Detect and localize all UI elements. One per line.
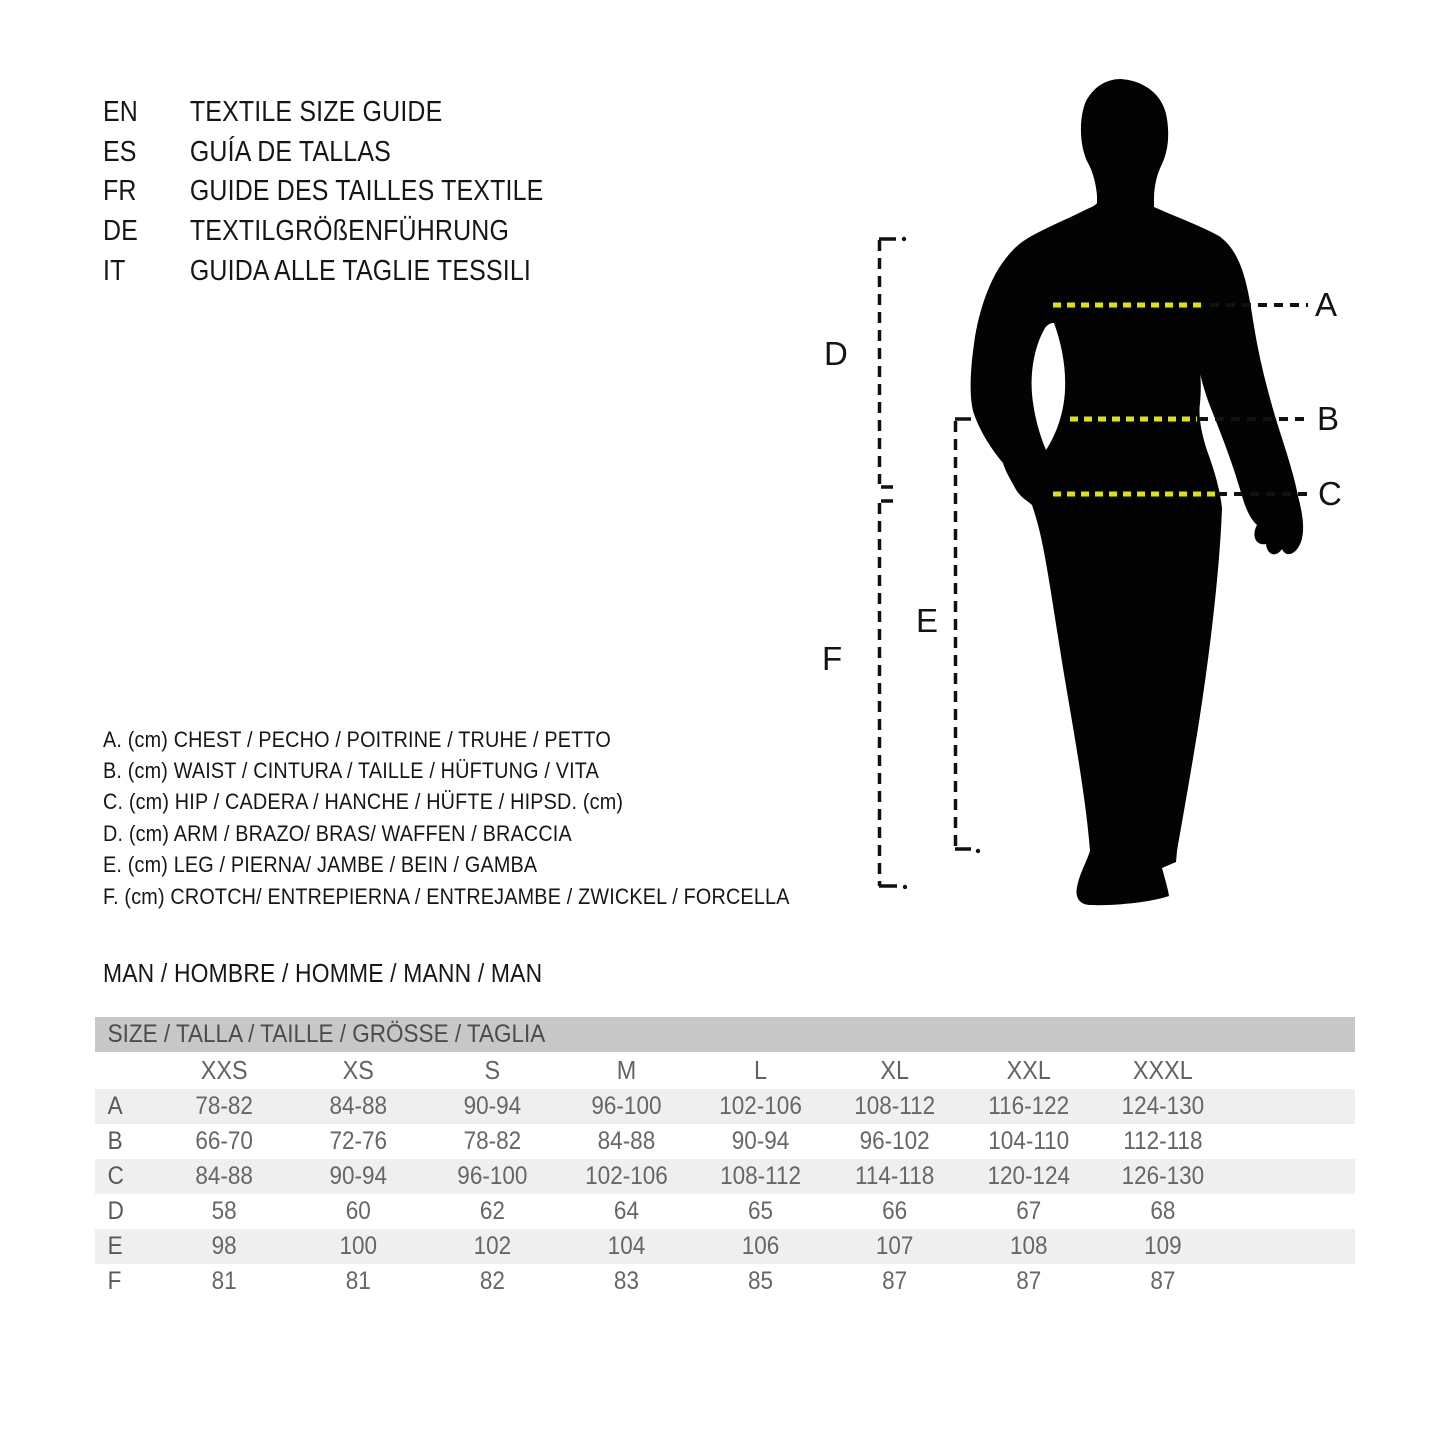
language-row (103, 251, 543, 291)
cell: 102-106 (719, 1092, 802, 1120)
cell: 98 (211, 1232, 237, 1260)
cell: 90-94 (463, 1092, 522, 1120)
cell: 96-100 (591, 1092, 662, 1120)
language-code: EN (103, 96, 138, 129)
size-column-header: XS (342, 1055, 374, 1085)
cell: 62 (479, 1197, 505, 1225)
arm-label: D (824, 335, 848, 372)
cell: 84-88 (195, 1162, 253, 1190)
row-key: C (107, 1162, 124, 1190)
cell: 81 (345, 1267, 371, 1295)
cell: 68 (1150, 1197, 1176, 1225)
cell: 126-130 (1121, 1162, 1205, 1190)
legend-item: C. (cm) HIP / CADERA / HANCHE / HÜFTE / HIPSD. (cm) (103, 789, 624, 815)
cell: 78-82 (463, 1127, 522, 1155)
cell: 66 (882, 1197, 908, 1225)
chest-label: A (1315, 286, 1338, 323)
size-column-header: XXL (1006, 1055, 1051, 1085)
cell: 72-76 (329, 1127, 388, 1155)
cell: 112-118 (1123, 1127, 1203, 1155)
table-row (95, 1124, 1355, 1159)
row-key: A (107, 1092, 123, 1120)
cell: 96-100 (457, 1162, 528, 1190)
guide-title: TEXTILE SIZE GUIDE (189, 96, 443, 129)
size-table (95, 1017, 1355, 1299)
cell: 102-106 (585, 1162, 668, 1190)
row-key: E (107, 1232, 123, 1260)
cell: 108 (1009, 1232, 1048, 1260)
language-row (103, 212, 543, 252)
language-row (103, 133, 543, 173)
cell: 109 (1144, 1232, 1182, 1260)
table-row (95, 1159, 1355, 1194)
size-column-header: XXXL (1132, 1055, 1193, 1085)
cell: 58 (211, 1197, 237, 1225)
size-column-header: XL (880, 1055, 909, 1085)
cell: 87 (1150, 1267, 1176, 1295)
cell: 120-124 (987, 1162, 1071, 1190)
size-table-rows (95, 1089, 1355, 1299)
guide-title: GUIDA ALLE TAGLIE TESSILI (189, 254, 532, 287)
legend-item: A. (cm) CHEST / PECHO / POITRINE / TRUHE / PETTO (103, 726, 611, 752)
language-row (103, 93, 543, 133)
size-column-headers (157, 1055, 1230, 1086)
cell: 67 (1016, 1197, 1042, 1225)
language-code: IT (103, 254, 126, 287)
cell: 66-70 (195, 1127, 253, 1155)
table-row (95, 1229, 1355, 1264)
table-row (95, 1194, 1355, 1229)
crotch-line-dot-bottom (903, 885, 907, 889)
category-line: MAN / HOMBRE / HOMME / MANN / MAN (103, 958, 543, 988)
cell: 106 (741, 1232, 780, 1260)
cell: 116-122 (988, 1092, 1070, 1120)
cell: 84-88 (329, 1092, 388, 1120)
cell: 64 (613, 1197, 639, 1225)
language-title-block (103, 93, 543, 291)
cell: 124-130 (1121, 1092, 1205, 1120)
row-key: F (107, 1267, 122, 1295)
guide-title: GUÍA DE TALLAS (189, 135, 391, 168)
cell: 90-94 (329, 1162, 388, 1190)
cell: 82 (479, 1267, 505, 1295)
cell: 108-112 (720, 1162, 802, 1190)
legend-item: B. (cm) WAIST / CINTURA / TAILLE / HÜFTUNG / VITA (103, 758, 599, 784)
legend-item: D. (cm) ARM / BRAZO/ BRAS/ WAFFEN / BRACCIA (103, 820, 572, 846)
cell: 90-94 (731, 1127, 790, 1155)
cell: 84-88 (597, 1127, 656, 1155)
cell: 83 (613, 1267, 639, 1295)
guide-title: TEXTILGRÖßENFÜHRUNG (189, 215, 510, 248)
cell: 81 (211, 1267, 237, 1295)
guide-title: GUIDE DES TAILLES TEXTILE (189, 175, 544, 208)
cell: 85 (748, 1267, 774, 1295)
size-table-columns (95, 1052, 1355, 1089)
cell: 96-102 (859, 1127, 930, 1155)
hip-label: C (1318, 475, 1342, 512)
cell: 100 (339, 1232, 378, 1260)
language-code: DE (103, 215, 138, 248)
cell: 104-110 (988, 1127, 1070, 1155)
language-code: ES (103, 135, 137, 168)
cell: 108-112 (854, 1092, 936, 1120)
cell: 65 (748, 1197, 774, 1225)
leg-label: E (916, 602, 939, 639)
language-code: FR (103, 175, 137, 208)
arm-line-dot-top (902, 237, 906, 241)
size-column-header: M (616, 1055, 637, 1085)
table-row (95, 1089, 1355, 1124)
language-row (103, 172, 543, 212)
size-column-header: XXS (200, 1055, 248, 1085)
legend-item: F. (cm) CROTCH/ ENTREPIERNA / ENTREJAMBE / ZWICKEL / FORCELLA (103, 883, 790, 909)
size-column-header: S (484, 1055, 501, 1085)
table-row (95, 1264, 1355, 1299)
cell: 114-118 (855, 1162, 935, 1190)
size-table-header: SIZE / TALLA / TAILLE / GRÖSSE / TAGLIA (95, 1017, 1355, 1052)
measurement-legend (103, 724, 790, 912)
waist-label: B (1317, 400, 1340, 437)
cell: 104 (607, 1232, 646, 1260)
cell: 78-82 (195, 1092, 253, 1120)
cell: 102 (473, 1232, 512, 1260)
cell: 60 (345, 1197, 371, 1225)
size-column-header: L (754, 1055, 768, 1085)
legend-item: E. (cm) LEG / PIERNA/ JAMBE / BEIN / GAMBA (103, 852, 538, 878)
row-key: D (107, 1197, 124, 1225)
crotch-label: F (822, 640, 843, 677)
row-key: B (107, 1127, 123, 1155)
cell: 87 (882, 1267, 908, 1295)
leg-line-dot-bottom (976, 849, 980, 853)
cell: 87 (1016, 1267, 1042, 1295)
cell: 107 (875, 1232, 914, 1260)
